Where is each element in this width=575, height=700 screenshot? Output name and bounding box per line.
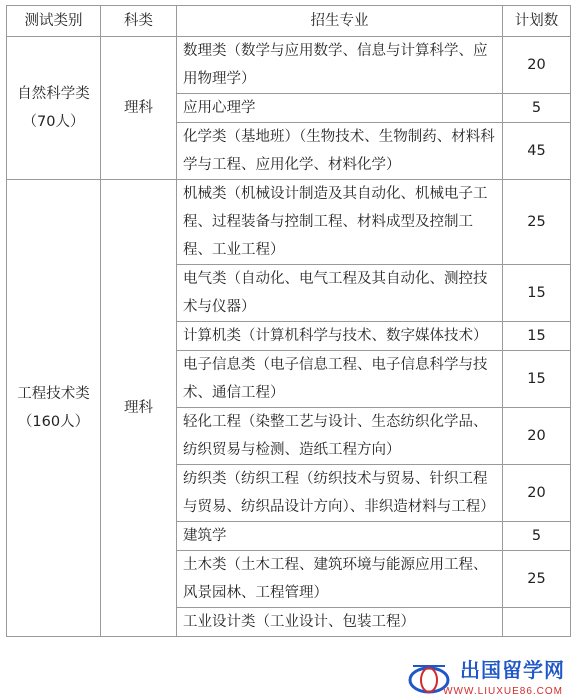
watermark-title: 出国留学网	[460, 658, 565, 682]
major-cell: 机械类（机械设计制造及其自动化、机械电子工程、过程装备与控制工程、材料成型及控制工程、工业工程）	[177, 180, 503, 265]
table-row	[7, 180, 571, 265]
plan-count-cell: 15	[503, 265, 571, 322]
header-major: 招生专业	[177, 6, 503, 37]
plan-count-cell: 5	[503, 94, 571, 123]
header-plan-count: 计划数	[503, 6, 571, 37]
plan-count-cell: 20	[503, 408, 571, 465]
plan-count-cell: 25	[503, 551, 571, 608]
major-cell: 电子信息类（电子信息工程、电子信息科学与技术、通信工程）	[177, 351, 503, 408]
category-cell	[7, 37, 101, 180]
watermark-url: WWW.LIUXUE86.COM	[443, 686, 563, 697]
site-watermark	[407, 656, 575, 700]
category-count: （160人）	[17, 414, 90, 430]
major-cell: 建筑学	[177, 522, 503, 551]
subject-cell: 理科	[101, 37, 177, 180]
major-cell: 土木类（土木工程、建筑环境与能源应用工程、风景园林、工程管理）	[177, 551, 503, 608]
major-cell: 纺织类（纺织工程（纺织技术与贸易、针织工程与贸易、纺织品设计方向）、非织造材料与工程）	[177, 465, 503, 522]
header-category: 测试类别	[7, 6, 101, 37]
plan-count-cell: 45	[503, 123, 571, 180]
category-cell	[7, 180, 101, 637]
major-cell: 电气类（自动化、电气工程及其自动化、测控技术与仪器）	[177, 265, 503, 322]
header-subject: 科类	[101, 6, 177, 37]
category-name: 自然科学类	[17, 86, 90, 102]
enrollment-plan-table	[6, 5, 571, 637]
plan-count-cell: 15	[503, 351, 571, 408]
plan-count-cell: 20	[503, 37, 571, 94]
major-cell: 工业设计类（工业设计、包装工程）	[177, 608, 503, 637]
major-cell: 数理类（数学与应用数学、信息与计算科学、应用物理学）	[177, 37, 503, 94]
plan-count-cell: 20	[503, 465, 571, 522]
major-cell: 轻化工程（染整工艺与设计、生态纺织化学品、纺织贸易与检测、造纸工程方向）	[177, 408, 503, 465]
table-row	[7, 37, 571, 94]
major-cell: 计算机类（计算机科学与技术、数字媒体技术）	[177, 322, 503, 351]
table-header-row	[7, 6, 571, 37]
plan-count-cell: 25	[503, 180, 571, 265]
major-cell: 化学类（基地班）（生物技术、生物制药、材料科学与工程、应用化学、材料化学）	[177, 123, 503, 180]
plan-count-cell	[503, 608, 571, 637]
plan-count-cell: 15	[503, 322, 571, 351]
category-count: （70人）	[22, 114, 85, 130]
major-cell: 应用心理学	[177, 94, 503, 123]
category-name: 工程技术类	[17, 386, 90, 402]
subject-cell: 理科	[101, 180, 177, 637]
plan-count-cell: 5	[503, 522, 571, 551]
